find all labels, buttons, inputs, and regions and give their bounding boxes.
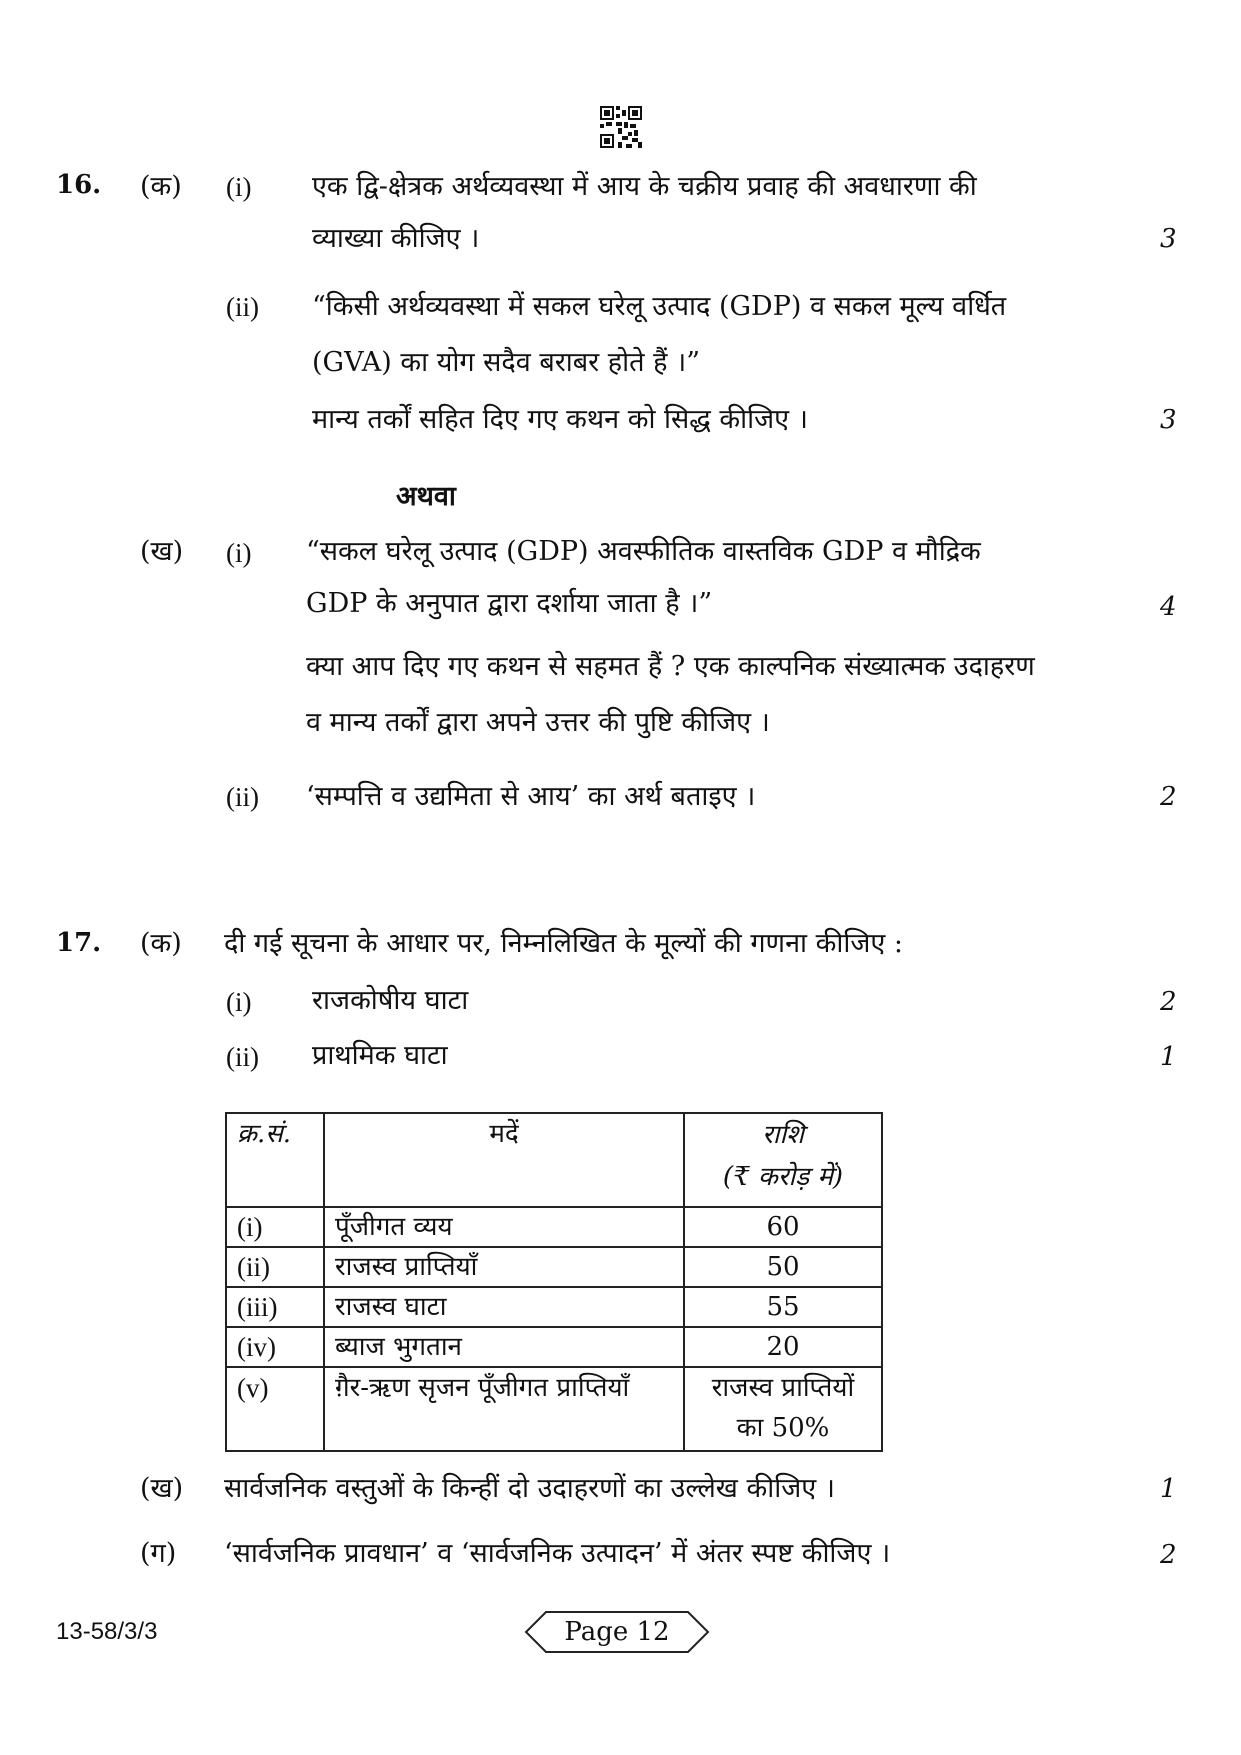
question-number: 17. [56,928,102,958]
question-text: प्राथमिक घाटा [312,1040,448,1071]
row-amount-line: राजस्व प्राप्तियों [711,1373,855,1403]
question-text: “सकल घरेलू उत्पाद (GDP) अवस्फीतिक वास्तविक GDP व मौद्रिक [306,536,981,567]
row-amount: 20 [684,1327,882,1367]
row-serial: (iii) [226,1287,324,1327]
question-text: सार्वजनिक वस्तुओं के किन्हीं दो उदाहरणों का उल्लेख कीजिए । [224,1473,835,1504]
row-item: पूँजीगत व्यय [324,1207,684,1247]
marks: 4 [1160,592,1177,622]
header-items: मदें [324,1113,684,1207]
row-item: राजस्व प्राप्तियाँ [324,1247,684,1287]
table-header-row [226,1113,882,1207]
row-item: राजस्व घाटा [324,1287,684,1327]
question-text: ‘सम्पत्ति व उद्यमिता से आय’ का अर्थ बताइए । [306,781,756,812]
row-amount: 55 [684,1287,882,1327]
question-text: व मान्य तर्कों द्वारा अपने उत्तर की पुष्टि कीजिए । [306,707,770,738]
question-text: (GVA) का योग सदैव बराबर होते हैं ।” [312,347,701,378]
marks: 2 [1160,782,1177,812]
row-serial: (v) [226,1367,324,1451]
marks: 1 [1160,1474,1177,1504]
question-text: GDP के अनुपात द्वारा दर्शाया जाता है ।” [306,588,713,619]
row-amount: 50 [684,1247,882,1287]
part-label: (क) [140,928,182,959]
data-table [225,1112,883,1452]
subpart-label: (ii) [226,782,259,812]
subpart-label: (i) [226,538,252,568]
part-label: (ख) [140,536,184,567]
row-serial: (i) [226,1207,324,1247]
paper-code: 13-58/3/3 [56,1618,158,1645]
question-text [312,160,1122,214]
subpart-label: (ii) [226,1042,259,1072]
or-label: अथवा [396,481,456,512]
row-amount: 60 [684,1207,882,1247]
header-serial: क्र.सं. [226,1113,324,1207]
part-label: (ग) [140,1538,177,1569]
row-serial: (iv) [226,1327,324,1367]
header-amount-line: राशि [762,1120,804,1150]
table-row [226,1247,882,1287]
page-number-badge [524,1610,710,1654]
subpart-label: (ii) [226,292,259,322]
table-row [226,1207,882,1247]
header-amount [684,1113,882,1207]
row-amount [684,1367,882,1451]
page-number: Page 12 [564,1617,670,1647]
part-label: (क) [140,171,182,202]
part-label: (ख) [140,1473,184,1504]
row-item: ब्याज भुगतान [324,1327,684,1367]
subpart-label: (i) [226,987,252,1017]
question-text: मान्य तर्कों सहित दिए गए कथन को सिद्ध कीजिए । [312,404,808,435]
qr-code-icon [600,106,642,148]
question-text: ‘सार्वजनिक प्रावधान’ व ‘सार्वजनिक उत्पादन’ में अंतर स्पष्ट कीजिए । [224,1538,891,1569]
table-row [226,1367,882,1451]
question-text: क्या आप दिए गए कथन से सहमत हैं ? एक काल्पनिक संख्यात्मक उदाहरण [306,651,1035,682]
table-row [226,1327,882,1367]
subpart-label: (i) [226,172,252,202]
question-text: “किसी अर्थव्यवस्था में सकल घरेलू उत्पाद (GDP) व सकल मूल्य वर्धित [312,291,1007,322]
row-item: ग़ैर-ऋण सृजन पूँजीगत प्राप्तियाँ [324,1367,684,1451]
question-text: दी गई सूचना के आधार पर, निम्नलिखित के मूल्यों की गणना कीजिए : [224,928,904,959]
marks: 2 [1160,1540,1177,1570]
marks: 3 [1160,405,1177,435]
text-line: एक द्वि-क्षेत्रक अर्थव्यवस्था में आय के चक्रीय प्रवाह की अवधारणा की [312,171,977,202]
table-row [226,1287,882,1327]
marks: 2 [1160,987,1177,1017]
question-text: व्याख्या कीजिए । [312,223,480,254]
marks: 1 [1160,1042,1177,1072]
question-text: राजकोषीय घाटा [312,985,469,1016]
question-number: 16. [56,170,102,200]
header-amount-line: (₹ करोड़ में) [722,1162,844,1192]
marks: 3 [1160,224,1177,254]
row-serial: (ii) [226,1247,324,1287]
row-amount-line: का 50% [736,1413,830,1443]
